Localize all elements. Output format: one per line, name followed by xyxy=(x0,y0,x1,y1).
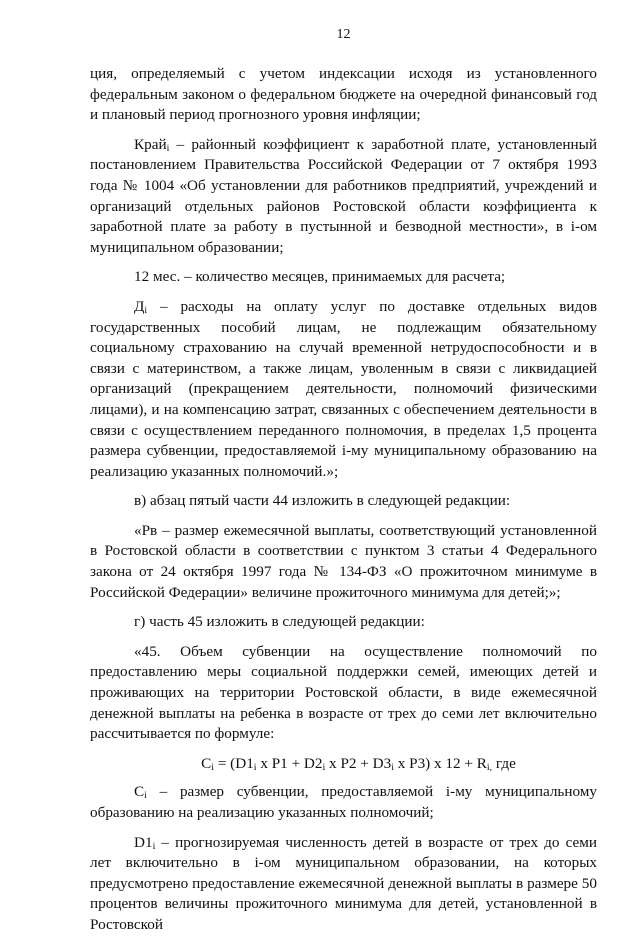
term: C xyxy=(134,783,145,801)
subvention-formula xyxy=(90,754,597,775)
term-subscript: i xyxy=(166,142,170,154)
paragraph-months-definition: 12 мес. – количество месяцев, принимаемых для расчета; xyxy=(134,268,506,286)
formula-part: x P1 + D2 xyxy=(256,754,323,772)
formula-part: = (D1 xyxy=(214,754,254,772)
paragraph-amendment-g: г) часть 45 изложить в следующей редакции: xyxy=(134,613,425,631)
definition-text: – расходы на оплату услуг по доставке отдельных видов государственных пособий лицам, не подлежащим обязательному социальному страхованию на случай временной нетрудоспособности и в связи с материнством, а также лицам, уволенным в связи с ликвидацией организаций (прекращением деятельности, полномочий физическими лицами), и на компенсацию затрат, связанных с обеспечением деятельности в связи с осуществлением переданного полномочия, в пределах 1,5 процента размера субвенции, предоставляемой i-му муниципальному образованию на реализацию указанных полномочий.»; xyxy=(90,297,597,480)
term: D1 xyxy=(134,833,153,851)
term: Край xyxy=(134,135,167,153)
formula-subscript: i xyxy=(322,761,326,773)
formula-part: x P2 + D3 xyxy=(325,754,392,772)
page-number: 12 xyxy=(336,27,351,42)
term-subscript: i xyxy=(144,790,147,802)
paragraph-d1-definition xyxy=(90,833,597,936)
formula-subscript: i xyxy=(253,761,257,773)
formula-subscript: i, xyxy=(486,761,493,773)
paragraph-continuation: ция, определяемый с учетом индексации исходя из установленного федеральным законом о федеральном бюджете на очередной финансовый год и плановый период прогнозного уровня инфляции; xyxy=(90,65,597,124)
paragraph-amendment-v: в) абзац пятый части 44 изложить в следующей редакции: xyxy=(134,492,511,510)
paragraph-part-45: «45. Объем субвенции на осуществление полномочий по предоставлению меры социальной поддержки семей, имеющих детей и проживающих на территории Ростовской области, в виде ежемесячной денежной выплаты на ребенка в возрасте от трех до семи лет включительно рассчитывается по формуле: xyxy=(90,642,597,743)
definition-text: – прогнозируемая численность детей в возрасте от трех до семи лет включительно в i-ом муниципальном образовании, на которых предусмотрено предоставление ежемесячной денежной выплаты в размере 50 процентов величины прожиточного минимума для детей, установленной в Ростовской xyxy=(90,833,597,933)
term-subscript: i xyxy=(152,840,156,852)
paragraph-rv-definition: «Рв – размер ежемесячной выплаты, соответствующий установленной в Ростовской области в соответствии с пунктом 3 статьи 4 Федерального закона от 24 октября 1997 года № 134-ФЗ «О прожиточном минимуме в Российской Федерации» величине прожиточного минимума для детей;»; xyxy=(90,521,597,601)
formula-part: где xyxy=(492,754,516,772)
formula-lhs: C xyxy=(201,754,212,772)
paragraph-d-definition xyxy=(90,297,597,482)
definition-text: – районный коэффициент к заработной плате, установленный постановлением Правительства Российской Федерации от 7 октября 1993 года № 1004 «Об установлении для работников предприятий, учреждений и организаций отдельных районов Ростовской области коэффициента к заработной плате за работу в пустынной и безводной местности», в i-ом муниципальном образовании; xyxy=(90,135,597,256)
paragraph-kray-definition xyxy=(90,135,597,259)
term: Д xyxy=(134,297,145,315)
paragraph-c-definition xyxy=(90,782,597,823)
formula-part: x P3) x 12 + R xyxy=(393,754,487,772)
term-subscript: i xyxy=(144,304,148,316)
definition-text: – размер субвенции, предоставляемой i-му муниципальному образованию на реализацию указанных полномочий; xyxy=(90,783,597,821)
formula-subscript: i xyxy=(211,761,215,773)
formula-subscript: i xyxy=(391,761,394,773)
